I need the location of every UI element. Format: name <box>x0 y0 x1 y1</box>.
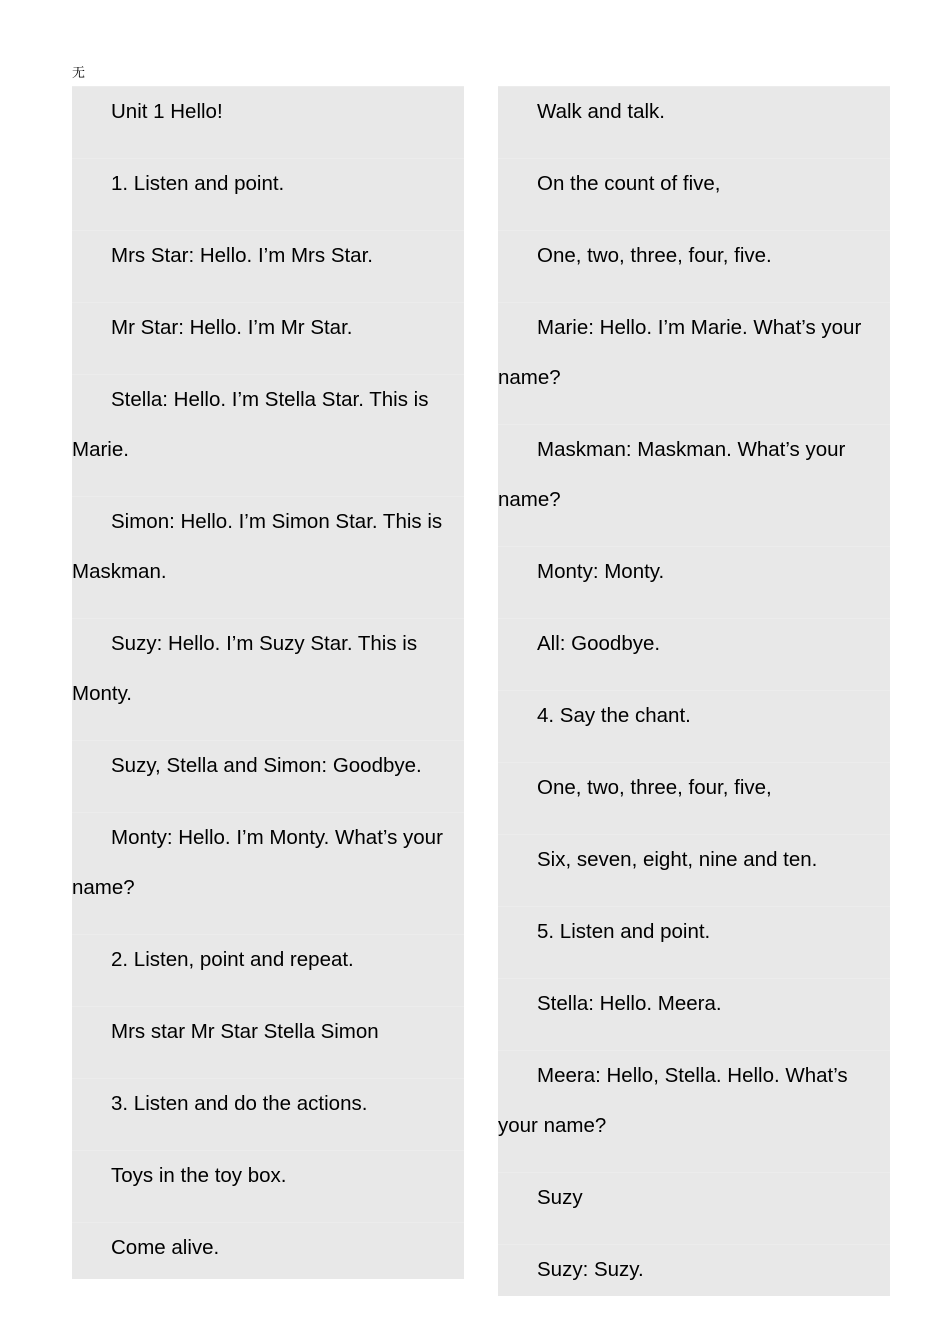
header-mark: 无 <box>72 66 86 81</box>
paragraph: 4. Say the chant. <box>498 690 890 762</box>
paragraph: Mrs star Mr Star Stella Simon <box>72 1006 464 1078</box>
paragraph: Six, seven, eight, nine and ten. <box>498 834 890 906</box>
paragraph: Monty: Hello. I’m Monty. What’s your name? <box>72 812 464 934</box>
paragraph: Stella: Hello. I’m Stella Star. This is Marie. <box>72 374 464 496</box>
paragraph: On the count of five, <box>498 158 890 230</box>
paragraph: Monty: Monty. <box>498 546 890 618</box>
paragraph: 3. Listen and do the actions. <box>72 1078 464 1150</box>
paragraph: Mr Star: Hello. I’m Mr Star. <box>72 302 464 374</box>
left-column <box>72 86 464 1279</box>
paragraph: Meera: Hello, Stella. Hello. What’s your name? <box>498 1050 890 1172</box>
paragraph: Come alive. <box>72 1222 464 1279</box>
paragraph: Stella: Hello. Meera. <box>498 978 890 1050</box>
paragraph: One, two, three, four, five. <box>498 230 890 302</box>
paragraph: 2. Listen, point and repeat. <box>72 934 464 1006</box>
paragraph: Simon: Hello. I’m Simon Star. This is Maskman. <box>72 496 464 618</box>
paragraph: Suzy, Stella and Simon: Goodbye. <box>72 740 464 812</box>
paragraph: Mrs Star: Hello. I’m Mrs Star. <box>72 230 464 302</box>
paragraph: Suzy: Hello. I’m Suzy Star. This is Monty. <box>72 618 464 740</box>
paragraph: Suzy: Suzy. <box>498 1244 890 1296</box>
paragraph: Maskman: Maskman. What’s your name? <box>498 424 890 546</box>
paragraph: 5. Listen and point. <box>498 906 890 978</box>
paragraph: All: Goodbye. <box>498 618 890 690</box>
paragraph: Suzy <box>498 1172 890 1244</box>
paragraph: Marie: Hello. I’m Marie. What’s your name? <box>498 302 890 424</box>
right-column <box>498 86 890 1296</box>
paragraph: Walk and talk. <box>498 86 890 158</box>
paragraph: One, two, three, four, five, <box>498 762 890 834</box>
paragraph: Unit 1 Hello! <box>72 86 464 158</box>
paragraph: 1. Listen and point. <box>72 158 464 230</box>
paragraph: Toys in the toy box. <box>72 1150 464 1222</box>
